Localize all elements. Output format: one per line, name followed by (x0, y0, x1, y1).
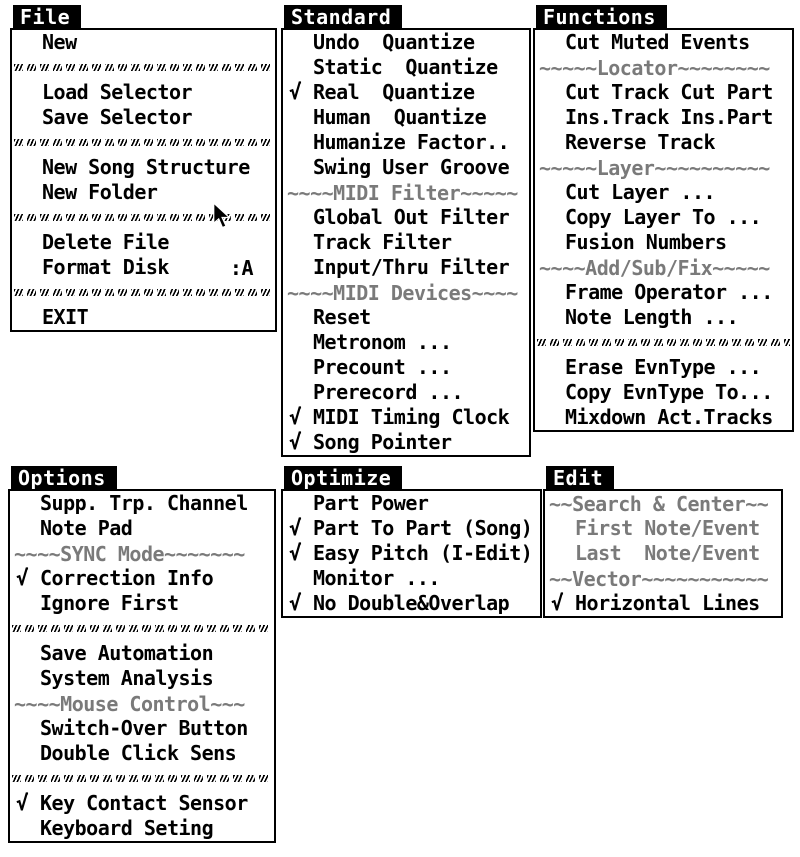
menu-item-label: Cut Track Cut Part (565, 80, 773, 104)
menu-separator (12, 55, 275, 80)
menu-item-mixdown-act-tracks[interactable] (535, 405, 792, 430)
menu-box-functions (533, 28, 794, 432)
menu-item-horizontal-lines[interactable] (545, 591, 781, 616)
menu-item-label: Switch-Over Button (40, 716, 248, 740)
separator-hatch (14, 214, 273, 221)
menu-box-edit (543, 489, 783, 618)
menu-panel-options (8, 466, 276, 843)
menu-item-save-selector[interactable] (12, 105, 275, 130)
menu-item-track-filter[interactable] (283, 230, 529, 255)
check-icon: √ (289, 405, 302, 429)
menu-item-label: Save Selector (42, 105, 193, 129)
menu-section-label-vector: ~~Vector~~~~~~~~~~~ (549, 566, 769, 591)
menu-item-label: Supp. Trp. Channel (40, 491, 248, 515)
menu-item-label: No Double&Overlap (313, 591, 510, 615)
menu-item-label: Save Automation (40, 641, 214, 665)
menu-item-real-quantize[interactable] (283, 80, 529, 105)
menu-item-label: System Analysis (40, 666, 214, 690)
menu-item-label: Human Quantize (313, 105, 487, 129)
menu-item-song-pointer[interactable] (283, 430, 529, 455)
menu-item-last-note-event (545, 541, 781, 566)
menu-item-label: Ignore First (40, 591, 179, 615)
menu-section-label-add-sub-fix: ~~~~Add/Sub/Fix~~~~~ (539, 255, 770, 280)
menu-item-prerecord[interactable] (283, 380, 529, 405)
menu-item-label: Reset (313, 305, 371, 329)
menu-separator (535, 330, 792, 355)
menu-item-label: Copy Layer To ... (565, 205, 762, 229)
menu-item-delete-file[interactable] (12, 230, 275, 255)
menu-item-label: Copy EvnType To... (565, 380, 773, 404)
menu-separator (10, 766, 274, 791)
menu-item-system-analysis[interactable] (10, 666, 274, 691)
menu-item-label: Delete File (42, 230, 169, 254)
menu-item-copy-evntype-to[interactable] (535, 380, 792, 405)
menu-separator (12, 280, 275, 305)
menu-section-label-midi-filter: ~~~~MIDI Filter~~~~~ (287, 180, 518, 205)
check-icon: √ (16, 791, 29, 815)
menu-item-reverse-track[interactable] (535, 130, 792, 155)
menu-item-copy-layer-to[interactable] (535, 205, 792, 230)
menu-item-label: Song Pointer (313, 430, 452, 454)
menu-item-load-selector[interactable] (12, 80, 275, 105)
menu-title-edit[interactable]: Edit (546, 466, 614, 490)
menu-item-label: Double Click Sens (40, 741, 237, 765)
menu-item-double-click-sens[interactable] (10, 741, 274, 766)
menu-separator (12, 130, 275, 155)
menu-item-label: Load Selector (42, 80, 193, 104)
menu-item-input-thru-filter[interactable] (283, 255, 529, 280)
menu-item-label: New Folder (42, 180, 158, 204)
separator-hatch (12, 775, 272, 782)
menu-item-label: First Note/Event (575, 516, 760, 540)
menu-item-label: Erase EvnType ... (565, 355, 762, 379)
menu-item-label: Ins.Track Ins.Part (565, 105, 773, 129)
menu-item-new[interactable] (12, 30, 275, 55)
check-icon: √ (289, 541, 302, 565)
menu-item-switch-over-button[interactable] (10, 716, 274, 741)
menu-item-label: Metronom ... (313, 330, 452, 354)
menu-item-erase-evntype[interactable] (535, 355, 792, 380)
menu-item-global-out-filter[interactable] (283, 205, 529, 230)
check-icon: √ (289, 591, 302, 615)
menu-item-swing-user-groove[interactable] (283, 155, 529, 180)
check-icon: √ (289, 516, 302, 540)
menu-item-monitor[interactable] (283, 566, 540, 591)
menu-item-label: Keyboard Seting (40, 816, 214, 840)
menu-box-standard (281, 28, 531, 457)
menu-item-label: MIDI Timing Clock (313, 405, 510, 429)
menu-item-label: Input/Thru Filter (313, 255, 510, 279)
separator-hatch (14, 289, 273, 296)
menu-title-options[interactable]: Options (11, 466, 117, 490)
check-icon: √ (289, 80, 302, 104)
menu-item-save-automation[interactable] (10, 641, 274, 666)
menu-item-format-disk[interactable] (12, 255, 275, 280)
menu-title-functions[interactable]: Functions (536, 5, 667, 29)
menu-separator (10, 616, 274, 641)
menu-box-options (8, 489, 276, 843)
menu-item-new-folder[interactable] (12, 180, 275, 205)
menu-item-keyboard-seting[interactable] (10, 816, 274, 841)
menu-item-label: Swing User Groove (313, 155, 510, 179)
menu-item-value: :A (229, 255, 253, 280)
menu-item-label: Undo Quantize (313, 30, 475, 54)
menu-item-easy-pitch-i-edit[interactable] (283, 541, 540, 566)
menu-item-cut-track-cut-part[interactable] (535, 80, 792, 105)
menu-panel-standard (281, 5, 531, 457)
menu-item-label: Precount ... (313, 355, 452, 379)
menu-box-optimize (281, 489, 542, 618)
menu-item-fusion-numbers[interactable] (535, 230, 792, 255)
menu-item-label: Mixdown Act.Tracks (565, 405, 773, 429)
menu-section-label-search-center: ~~Search & Center~~ (549, 491, 769, 516)
menu-item-ins-track-ins-part[interactable] (535, 105, 792, 130)
menu-item-note-length[interactable] (535, 305, 792, 330)
menu-item-label: Note Length ... (565, 305, 739, 329)
menu-item-label: Cut Muted Events (565, 30, 750, 54)
menu-item-humanize-factor[interactable] (283, 130, 529, 155)
menu-item-label: Cut Layer ... (565, 180, 716, 204)
menu-item-label: Reverse Track (565, 130, 716, 154)
menu-section-label-locator: ~~~~~Locator~~~~~~~~ (539, 55, 770, 80)
menu-item-note-pad[interactable] (10, 516, 274, 541)
menu-item-ignore-first[interactable] (10, 591, 274, 616)
menu-item-metronom[interactable] (283, 330, 529, 355)
menu-item-label: Part To Part (Song) (313, 516, 533, 540)
menu-item-label: Prerecord ... (313, 380, 464, 404)
separator-hatch (14, 139, 273, 146)
menu-item-label: Last Note/Event (575, 541, 760, 565)
menu-item-exit[interactable] (12, 305, 275, 330)
menu-item-label: Part Power (313, 491, 429, 515)
check-icon: √ (289, 430, 302, 454)
menu-section-label-mouse-control: ~~~~Mouse Control~~~ (14, 691, 245, 716)
menu-item-part-power[interactable] (283, 491, 540, 516)
menu-panel-edit (543, 466, 783, 618)
menu-separator (12, 205, 275, 230)
menu-item-label: Note Pad (40, 516, 133, 540)
menu-item-label: Horizontal Lines (575, 591, 760, 615)
menu-title-standard[interactable]: Standard (284, 5, 402, 29)
menu-section-label-layer: ~~~~~Layer~~~~~~~~~~ (539, 155, 770, 180)
menu-title-optimize[interactable]: Optimize (284, 466, 402, 490)
menu-item-no-double-overlap[interactable] (283, 591, 540, 616)
separator-hatch (537, 339, 790, 346)
menu-item-label: Format Disk (42, 255, 169, 279)
menu-item-midi-timing-clock[interactable] (283, 405, 529, 430)
menu-item-label: Humanize Factor.. (313, 130, 510, 154)
menu-item-label: Track Filter (313, 230, 452, 254)
menu-item-static-quantize[interactable] (283, 55, 529, 80)
menu-item-supp-trp-channel[interactable] (10, 491, 274, 516)
menu-item-first-note-event (545, 516, 781, 541)
menu-item-label: Frame Operator ... (565, 280, 773, 304)
menu-item-undo-quantize[interactable] (283, 30, 529, 55)
menu-item-new-song-structure[interactable] (12, 155, 275, 180)
menu-item-label: Global Out Filter (313, 205, 510, 229)
menu-item-reset[interactable] (283, 305, 529, 330)
menu-item-label: EXIT (42, 305, 89, 329)
check-icon: √ (551, 591, 564, 615)
menu-item-key-contact-sensor[interactable] (10, 791, 274, 816)
check-icon: √ (16, 566, 29, 590)
menu-item-label: New Song Structure (42, 155, 250, 179)
menu-item-correction-info[interactable] (10, 566, 274, 591)
menu-item-cut-layer[interactable] (535, 180, 792, 205)
menu-item-label: Fusion Numbers (565, 230, 727, 254)
menu-panel-optimize (281, 466, 542, 618)
menu-title-file[interactable]: File (13, 5, 81, 29)
separator-hatch (12, 625, 272, 632)
menu-section-label-sync-mode: ~~~~SYNC Mode~~~~~~~ (14, 541, 245, 566)
menu-item-label: Real Quantize (313, 80, 475, 104)
menu-item-frame-operator[interactable] (535, 280, 792, 305)
menu-item-precount[interactable] (283, 355, 529, 380)
separator-hatch (14, 64, 273, 71)
menu-panel-functions (533, 5, 794, 432)
menu-box-file (10, 28, 277, 332)
menu-item-label: New (42, 30, 77, 54)
menu-item-label: Easy Pitch (I-Edit) (313, 541, 533, 565)
menu-item-human-quantize[interactable] (283, 105, 529, 130)
menu-section-label-midi-devices: ~~~~MIDI Devices~~~~ (287, 280, 518, 305)
menu-item-part-to-part-song[interactable] (283, 516, 540, 541)
menu-item-label: Key Contact Sensor (40, 791, 248, 815)
menu-panel-file (10, 5, 277, 332)
menu-item-label: Monitor ... (313, 566, 440, 590)
menu-item-label: Correction Info (40, 566, 214, 590)
menu-item-label: Static Quantize (313, 55, 498, 79)
menu-item-cut-muted-events[interactable] (535, 30, 792, 55)
